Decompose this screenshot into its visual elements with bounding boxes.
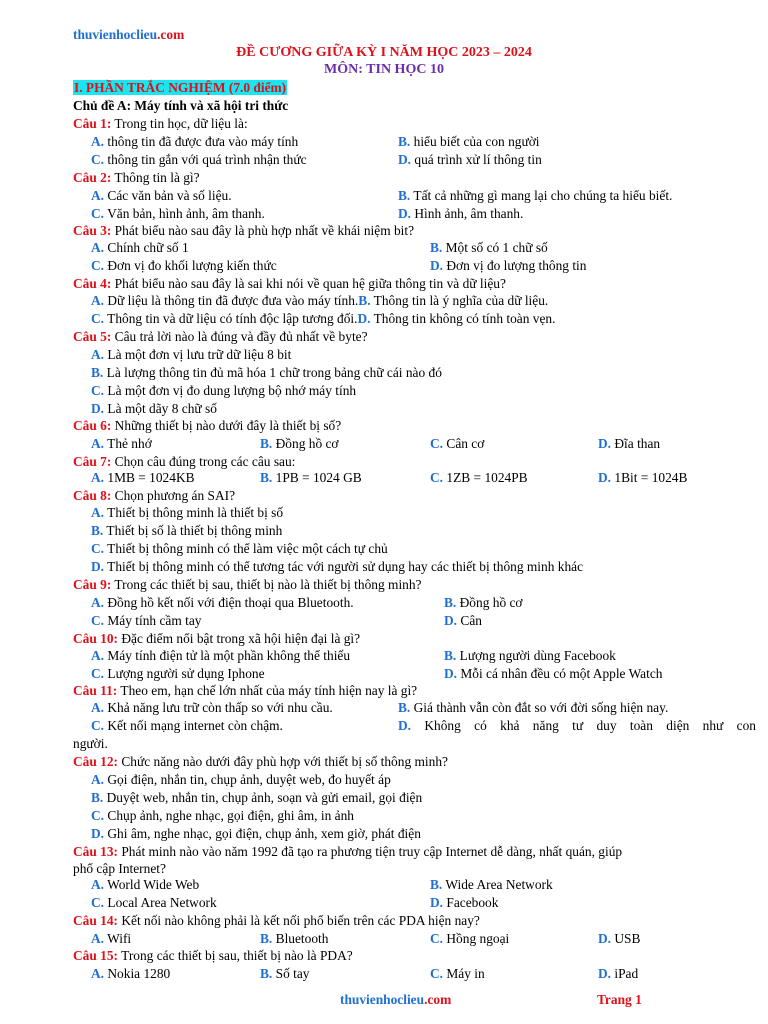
question-15: Câu 15: Trong các thiết bị sau, thiết bị nào là PDA? xyxy=(73,948,353,963)
q1-option-c: C. thông tin gắn với quá trình nhận thức xyxy=(91,152,307,167)
q10-option-c: C. Lượng người sử dụng Iphone xyxy=(91,666,265,681)
q14-option-a: A. Wifi xyxy=(91,931,132,946)
q4-option-a: A. Dữ liệu là thông tin đã được đưa vào máy tính.B. Thông tin là ý nghĩa của dữ liệu. xyxy=(91,293,549,308)
q12-option-b: B. Duyệt web, nhắn tin, chụp ảnh, soạn và gửi email, gọi điện xyxy=(91,790,423,805)
question-7: Câu 7: Chọn câu đúng trong các câu sau: xyxy=(73,454,296,469)
q13-option-b: B. Wide Area Network xyxy=(430,877,553,892)
page-number: Trang 1 xyxy=(597,992,642,1007)
question-9: Câu 9: Trong các thiết bị sau, thiết bị nào là thiết bị thông minh? xyxy=(73,577,422,592)
q6-option-c: C. Cân cơ xyxy=(430,436,485,451)
q2-option-b: B. Tất cả những gì mang lại cho chúng ta hiểu biết. xyxy=(398,188,673,203)
q3-option-d: D. Đơn vị đo lượng thông tin xyxy=(430,258,587,273)
q12-option-a: A. Gọi điện, nhắn tin, chụp ảnh, duyệt web, đo huyết áp xyxy=(91,772,391,787)
q10-option-b: B. Lượng người dùng Facebook xyxy=(444,648,616,663)
q3-option-c: C. Đơn vị đo khối lượng kiến thức xyxy=(91,258,277,273)
q13-option-c: C. Local Area Network xyxy=(91,895,217,910)
q3-option-a: A. Chính chữ số 1 xyxy=(91,240,189,255)
question-11: Câu 11: Theo em, hạn chế lớn nhất của máy tính hiện nay là gì? xyxy=(73,683,418,698)
q12-option-d: D. Ghi âm, nghe nhạc, gọi điện, chụp ảnh, xem giờ, phát điện xyxy=(91,826,421,841)
q15-option-c: C. Máy in xyxy=(430,966,485,981)
q10-option-a: A. Máy tính điện tử là một phần không thể thiếu xyxy=(91,648,351,663)
q9-option-d: D. Cân xyxy=(444,613,482,628)
q11-option-d: D. Không có khả năng tư duy toàn diện như con xyxy=(398,718,756,733)
q5-option-d: D. Là một dãy 8 chữ số xyxy=(91,401,217,416)
q1-option-a: A. thông tin đã được đưa vào máy tính xyxy=(91,134,299,149)
q15-option-a: A. Nokia 1280 xyxy=(91,966,171,981)
q7-option-b: B. 1PB = 1024 GB xyxy=(260,470,362,485)
question-13: Câu 13: Phát minh nào vào năm 1992 đã tạo ra phương tiện truy cập Internet dễ dàng, nhất quán, giúp xyxy=(73,844,623,859)
q6-option-d: D. Đĩa than xyxy=(598,436,661,451)
q8-option-b: B. Thiết bị số là thiết bị thông minh xyxy=(91,523,283,538)
q4-option-c: C. Thông tin và dữ liệu có tính độc lập tương đối.D. Thông tin không có tính toàn vẹn. xyxy=(91,311,556,326)
site-domain: .com xyxy=(157,27,185,42)
q15-option-d: D. iPad xyxy=(598,966,639,981)
site-logo[interactable] xyxy=(73,26,184,43)
q2-option-c: C. Văn bản, hình ảnh, âm thanh. xyxy=(91,206,265,221)
q6-option-b: B. Đồng hồ cơ xyxy=(260,436,339,451)
footer-site-link[interactable]: thuvienhoclieu.com xyxy=(340,992,452,1007)
question-5: Câu 5: Câu trả lời nào là đúng và đầy đủ nhất về byte? xyxy=(73,329,368,344)
question-3: Câu 3: Phát biểu nào sau đây là phù hợp nhất về khái niệm bit? xyxy=(73,223,415,238)
question-6: Câu 6: Những thiết bị nào dưới đây là thiết bị số? xyxy=(73,418,342,433)
q5-option-a: A. Là một đơn vị lưu trữ dữ liệu 8 bit xyxy=(91,347,292,362)
q2-option-d: D. Hình ảnh, âm thanh. xyxy=(398,206,524,221)
q7-option-c: C. 1ZB = 1024PB xyxy=(430,470,528,485)
q14-option-b: B. Bluetooth xyxy=(260,931,329,946)
q8-option-d: D. Thiết bị thông minh có thể tương tác với người sử dụng hay các thiết bị thông minh khác xyxy=(91,559,584,574)
q11-option-d-continued: người. xyxy=(73,736,108,751)
topic-heading: Chủ đề A: Máy tính và xã hội tri thức xyxy=(73,98,289,113)
q6-option-a: A. Thẻ nhớ xyxy=(91,436,152,451)
question-2: Câu 2: Thông tin là gì? xyxy=(73,170,200,185)
q5-option-b: B. Là lượng thông tin đủ mã hóa 1 chữ trong bảng chữ cái nào đó xyxy=(91,365,442,380)
q15-option-b: B. Số tay xyxy=(260,966,310,981)
q9-option-c: C. Máy tính cầm tay xyxy=(91,613,202,628)
section-heading: I. PHẦN TRẮC NGHIỆM (7.0 điểm) xyxy=(74,80,287,95)
q7-option-a: A. 1MB = 1024KB xyxy=(91,470,195,485)
q14-option-d: D. USB xyxy=(598,931,641,946)
question-8: Câu 8: Chọn phương án SAI? xyxy=(73,488,236,503)
q12-option-c: C. Chụp ảnh, nghe nhạc, gọi điện, ghi âm, in ảnh xyxy=(91,808,354,823)
q11-option-c: C. Kết nối mạng internet còn chậm. xyxy=(91,718,283,733)
question-13-continued: phổ cập Internet? xyxy=(73,861,166,876)
question-14: Câu 14: Kết nối nào không phải là kết nối phổ biến trên các PDA hiện nay? xyxy=(73,913,480,928)
q10-option-d: D. Mỗi cá nhân đều có một Apple Watch xyxy=(444,666,663,681)
q13-option-a: A. World Wide Web xyxy=(91,877,200,892)
q11-option-a: A. Khả năng lưu trữ còn thấp so với nhu cầu. xyxy=(91,700,333,715)
q1-option-b: B. hiểu biết của con người xyxy=(398,134,540,149)
q5-option-c: C. Là một đơn vị đo dung lượng bộ nhớ máy tính xyxy=(91,383,357,398)
q13-option-d: D. Facebook xyxy=(430,895,499,910)
document-title: ĐỀ CƯƠNG GIỮA KỲ I NĂM HỌC 2023 – 2024 xyxy=(236,45,532,60)
q9-option-a: A. Đồng hồ kết nối với điện thoại qua Bluetooth. xyxy=(91,595,354,610)
q8-option-a: A. Thiết bị thông minh là thiết bị số xyxy=(91,505,284,520)
question-1: Câu 1: Trong tin học, dữ liệu là: xyxy=(73,116,248,131)
site-name: thuvienhoclieu xyxy=(73,27,158,42)
q8-option-c: C. Thiết bị thông minh có thể làm việc một cách tự chủ xyxy=(91,541,388,556)
question-4: Câu 4: Phát biểu nào sau đây là sai khi nói về quan hệ giữa thông tin và dữ liệu? xyxy=(73,276,506,291)
q11-option-b: B. Giá thành vẫn còn đắt so với đời sống hiện nay. xyxy=(398,700,669,715)
question-10: Câu 10: Đặc điểm nổi bật trong xã hội hiện đại là gì? xyxy=(73,631,361,646)
q2-option-a: A. Các văn bản và số liệu. xyxy=(91,188,232,203)
q14-option-c: C. Hồng ngoại xyxy=(430,931,510,946)
q9-option-b: B. Đồng hồ cơ xyxy=(444,595,523,610)
q1-option-d: D. quá trình xử lí thông tin xyxy=(398,152,542,167)
question-12: Câu 12: Chức năng nào dưới đây phù hợp với thiết bị số thông minh? xyxy=(73,754,448,769)
subject-title: MÔN: TIN HỌC 10 xyxy=(324,62,444,77)
q7-option-d: D. 1Bit = 1024B xyxy=(598,470,688,485)
q3-option-b: B. Một số có 1 chữ số xyxy=(430,240,548,255)
